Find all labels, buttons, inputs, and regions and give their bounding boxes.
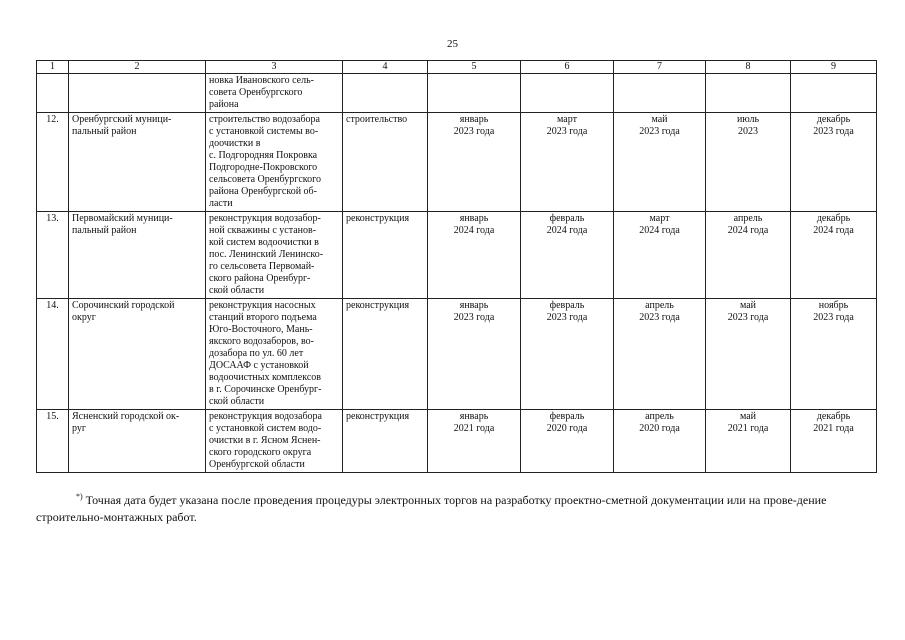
cell-line: апрель: [733, 213, 763, 224]
date-cell: [521, 299, 614, 410]
municipality-cell: [69, 74, 206, 113]
date-cell: [521, 410, 614, 473]
cell-line: ДОСААФ с установкой: [209, 360, 309, 371]
cell-line: реконструкция: [346, 213, 410, 224]
municipality-cell: [69, 212, 206, 299]
construction-schedule-table: [36, 60, 877, 473]
cell-line: ноябрь: [818, 300, 849, 311]
cell-line: Оренбургский муници-: [72, 114, 172, 125]
cell-line: якского водозаборов, во-: [209, 336, 314, 347]
cell-line: 2024 года: [727, 225, 769, 236]
row-number-cell: [37, 113, 69, 212]
cell-line: 2021 года: [727, 423, 769, 434]
date-cell: [791, 410, 877, 473]
cell-line: водоочистных комплексов: [209, 372, 321, 383]
cell-line: 2024 года: [546, 225, 588, 236]
cell-line: 12.: [46, 114, 59, 125]
cell-line: реконструкция насосных: [209, 300, 316, 311]
cell-line: дозабора по ул. 60 лет: [209, 348, 304, 359]
cell-line: 2024 года: [453, 225, 495, 236]
cell-line: кой систем водоочистки в: [209, 237, 319, 248]
cell-line: 15.: [46, 411, 59, 422]
cell-line: пальный район: [72, 126, 137, 137]
cell-line: ной скважины с установ-: [209, 225, 317, 236]
cell-line: Сорочинский городской: [72, 300, 175, 311]
municipality-cell: [69, 410, 206, 473]
cell-line: май: [739, 411, 757, 422]
cell-line: района Оренбургской об-: [209, 186, 317, 197]
date-cell: [521, 212, 614, 299]
cell-line: 2023 года: [727, 312, 769, 323]
date-cell: [614, 299, 706, 410]
cell-line: 2021 года: [453, 423, 495, 434]
date-cell: [791, 113, 877, 212]
footnote-marker: *): [76, 492, 83, 501]
table-row: [37, 74, 877, 113]
footnote: [36, 488, 862, 526]
cell-line: строительство: [346, 114, 408, 125]
cell-line: доочистки в: [209, 138, 261, 149]
cell-line: 2024 года: [639, 225, 680, 236]
date-cell: [428, 113, 521, 212]
row-number-cell: [37, 212, 69, 299]
cell-line: март: [649, 213, 670, 224]
column-header: 4: [343, 61, 428, 74]
footnote-text: Точная дата будет указана после проведения процедуры электронных торгов на разработку проектно-сметной документации или на прове-дение строительно-монтажных работ.: [36, 493, 827, 524]
column-header: 6: [521, 61, 614, 74]
cell-line: реконструкция: [346, 300, 410, 311]
cell-line: Ясненский городской ок-: [72, 411, 180, 422]
work-type-cell: [343, 113, 428, 212]
cell-line: реконструкция: [346, 411, 410, 422]
cell-line: 2023 года: [453, 126, 495, 137]
date-cell: [428, 212, 521, 299]
cell-line: ской области: [209, 285, 265, 296]
cell-line: декабрь: [816, 213, 851, 224]
cell-line: руг: [72, 423, 86, 434]
date-cell: [614, 113, 706, 212]
cell-line: февраль: [549, 300, 585, 311]
cell-line: ского городского округа: [209, 447, 312, 458]
cell-line: ского района Оренбург-: [209, 273, 311, 284]
cell-line: округ: [72, 312, 96, 323]
table-row: [37, 299, 877, 410]
object-description-cell: [206, 410, 343, 473]
cell-line: 2021 года: [813, 423, 854, 434]
cell-line: январь: [459, 411, 489, 422]
date-cell: [706, 299, 791, 410]
cell-line: ласти: [209, 198, 233, 209]
cell-line: строительство водозабора: [209, 114, 320, 125]
date-cell: [791, 299, 877, 410]
cell-line: апрель: [645, 300, 674, 311]
cell-line: апрель: [645, 411, 674, 422]
cell-line: Юго-Восточного, Мань-: [209, 324, 313, 335]
cell-line: 2023 года: [453, 312, 495, 323]
date-cell: [706, 113, 791, 212]
cell-line: пальный район: [72, 225, 137, 236]
row-number-cell: [37, 410, 69, 473]
cell-line: декабрь: [816, 114, 851, 125]
date-cell: [614, 212, 706, 299]
cell-line: 13.: [46, 213, 59, 224]
date-cell: [614, 410, 706, 473]
date-cell: [428, 410, 521, 473]
cell-line: май: [651, 114, 668, 125]
cell-line: пос. Ленинский Ленинско-: [209, 249, 324, 260]
cell-line: март: [557, 114, 577, 125]
cell-line: февраль: [549, 411, 585, 422]
column-header: 3: [206, 61, 343, 74]
date-cell: [521, 74, 614, 113]
cell-line: 2023 года: [639, 126, 680, 137]
municipality-cell: [69, 113, 206, 212]
column-header: 5: [428, 61, 521, 74]
cell-line: Подгородне-Покровского: [209, 162, 318, 173]
work-type-cell: [343, 74, 428, 113]
cell-line: с установкой системы во-: [209, 126, 319, 137]
row-number-cell: [37, 74, 69, 113]
object-description-cell: [206, 212, 343, 299]
date-cell: [428, 299, 521, 410]
cell-line: 2023 года: [813, 126, 854, 137]
cell-line: январь: [459, 300, 489, 311]
cell-line: 2023 года: [546, 126, 588, 137]
cell-line: 2020 года: [546, 423, 588, 434]
table-header-row: [37, 61, 877, 74]
table-row: [37, 212, 877, 299]
cell-line: с. Подгородняя Покровка: [209, 150, 318, 161]
column-header: 8: [706, 61, 791, 74]
date-cell: [791, 74, 877, 113]
cell-line: 2020 года: [639, 423, 680, 434]
cell-line: станций второго подъема: [209, 312, 317, 323]
cell-line: совета Оренбургского: [209, 87, 303, 98]
date-cell: [428, 74, 521, 113]
cell-line: 14.: [46, 300, 59, 311]
cell-line: январь: [459, 213, 489, 224]
table-row: [37, 410, 877, 473]
work-type-cell: [343, 299, 428, 410]
cell-line: 2023: [738, 126, 758, 137]
cell-line: реконструкция водозабора: [209, 411, 322, 422]
cell-line: очистки в г. Ясном Яснен-: [209, 435, 321, 446]
cell-line: сельсовета Оренбургского: [209, 174, 321, 185]
cell-line: 2023 года: [813, 312, 854, 323]
date-cell: [521, 113, 614, 212]
column-header: 2: [69, 61, 206, 74]
work-type-cell: [343, 212, 428, 299]
column-header: 7: [614, 61, 706, 74]
cell-line: района: [209, 99, 239, 110]
object-description-cell: [206, 74, 343, 113]
cell-line: новка Ивановского сель-: [209, 75, 315, 86]
cell-line: Первомайский муници-: [72, 213, 173, 224]
cell-line: го сельсовета Первомай-: [209, 261, 315, 272]
cell-line: июль: [736, 114, 760, 125]
cell-line: февраль: [549, 213, 585, 224]
cell-line: ской области: [209, 396, 265, 407]
work-type-cell: [343, 410, 428, 473]
date-cell: [706, 212, 791, 299]
date-cell: [706, 74, 791, 113]
object-description-cell: [206, 299, 343, 410]
cell-line: Оренбургской области: [209, 459, 305, 470]
table-row: [37, 113, 877, 212]
column-header: 9: [791, 61, 877, 74]
page-number: 25: [447, 38, 458, 50]
date-cell: [614, 74, 706, 113]
cell-line: 2024 года: [813, 225, 854, 236]
cell-line: декабрь: [816, 411, 851, 422]
row-number-cell: [37, 299, 69, 410]
cell-line: 2023 года: [546, 312, 588, 323]
cell-line: реконструкция водозабор-: [209, 213, 321, 224]
date-cell: [791, 212, 877, 299]
municipality-cell: [69, 299, 206, 410]
cell-line: с установкой систем водо-: [209, 423, 322, 434]
cell-line: май: [739, 300, 757, 311]
cell-line: 2023 года: [639, 312, 680, 323]
object-description-cell: [206, 113, 343, 212]
date-cell: [706, 410, 791, 473]
column-header: 1: [37, 61, 69, 74]
cell-line: январь: [459, 114, 489, 125]
cell-line: в г. Сорочинске Оренбург-: [209, 384, 322, 395]
